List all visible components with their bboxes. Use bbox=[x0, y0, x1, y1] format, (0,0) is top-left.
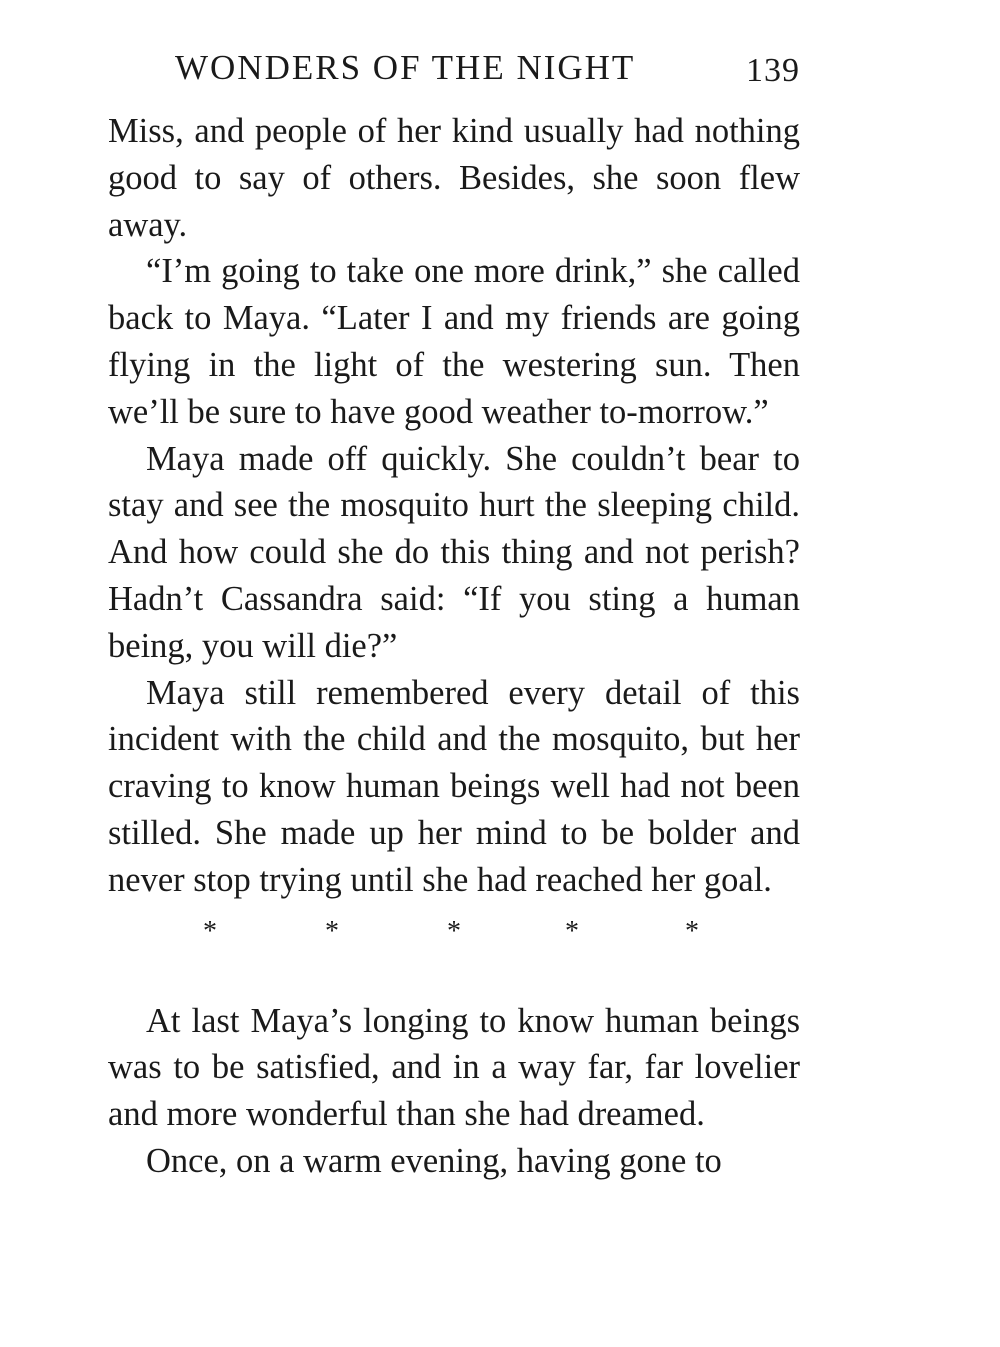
paragraph-continued: Miss, and people of her kind usually had nothing good to say of others. Besides, she soon flew away. bbox=[108, 112, 800, 244]
paragraph: “I’m going to take one more drink,” she called back to Maya. “Later I and my friends are going flying in the light of the westering sun. Then we’ll be sure to have good weather to-morrow.” bbox=[108, 252, 800, 431]
paragraph: Maya still remembered every detail of this incident with the child and the mosquito, but her craving to know human beings well had not been stilled. She made up her mind to be bolder and never stop trying until she had reached her goal. bbox=[108, 673, 800, 899]
section-break-asterisk: * bbox=[685, 915, 699, 947]
section-break bbox=[108, 904, 800, 998]
paragraph: Once, on a warm evening, having gone to bbox=[146, 1141, 722, 1180]
section-break-asterisk: * bbox=[325, 915, 339, 947]
running-head bbox=[175, 48, 800, 98]
body-text bbox=[108, 108, 800, 1185]
section-break-asterisk: * bbox=[565, 915, 579, 947]
section-break-asterisk: * bbox=[447, 915, 461, 947]
section-break-asterisk: * bbox=[203, 915, 217, 947]
paragraph: Maya made off quickly. She couldn’t bear to stay and see the mosquito hurt the sleeping child. And how could she do this thing and not perish? Hadn’t Cassandra said: “If you sting a human being, you will die?” bbox=[108, 439, 800, 665]
page-number: 139 bbox=[746, 52, 800, 89]
running-head-title: WONDERS OF THE NIGHT bbox=[175, 48, 636, 87]
paragraph: At last Maya’s longing to know human beings was to be satisfied, and in a way far, far lovelier and more wonderful than she had dreamed. bbox=[108, 1001, 800, 1134]
